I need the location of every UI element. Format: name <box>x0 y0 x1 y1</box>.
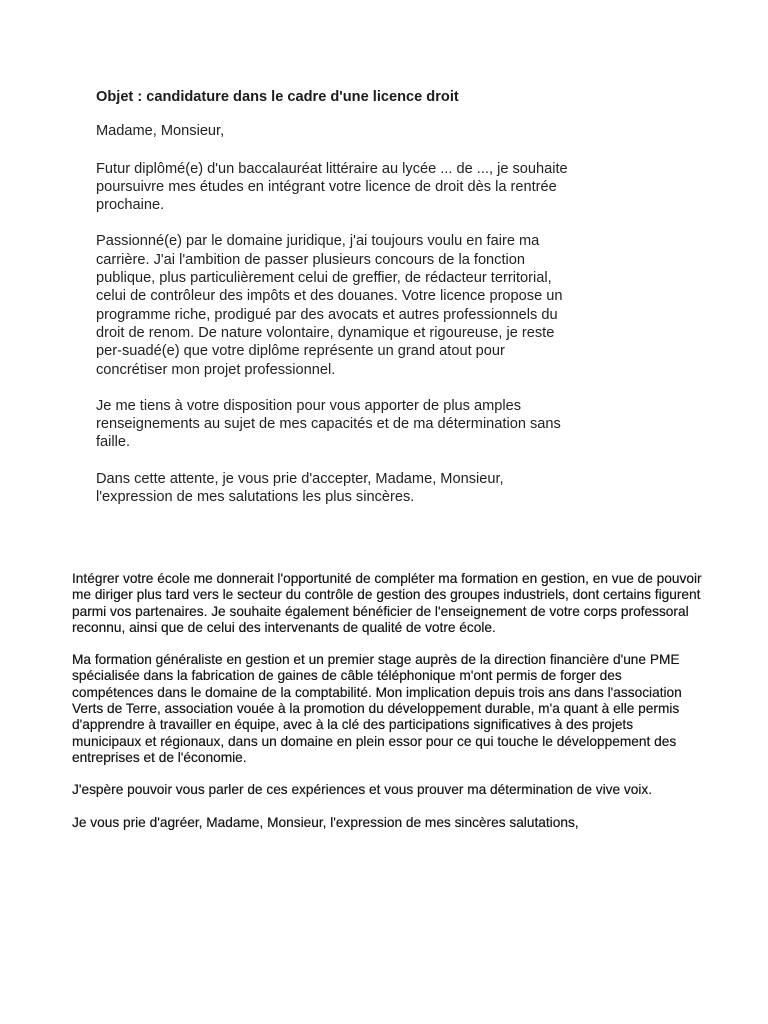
first-cover-letter <box>96 88 576 524</box>
letter2-paragraph-goal: Intégrer votre école me donnerait l'opportunité de compléter ma formation en gestion, en vue de pouvoir me diriger plus tard vers le secteur du contrôle de gestion des groupes industriels, dont certains figurent parmi vos partenaires. Je souhaite également bénéficier de l'enseignement de votre corps professoral reconnu, ainsi que de celui des intervenants de qualité de votre école. <box>72 571 702 635</box>
letter-subject: Objet : candidature dans le cadre d'une licence droit <box>96 89 459 105</box>
letter-paragraph-availability: Je me tiens à votre disposition pour vous apporter de plus amples renseignements au sujet de mes capacités et de ma détermination sans faille. <box>96 397 561 451</box>
letter-salutation: Madame, Monsieur, <box>96 123 225 140</box>
letter-paragraph-closing: Dans cette attente, je vous prie d'accepter, Madame, Monsieur, l'expression de mes salutations les plus sincères. <box>96 470 504 506</box>
letter-paragraph-intro: Futur diplômé(e) d'un baccalauréat littéraire au lycée ... de ..., je souhaite poursuivre mes études en intégrant votre licence de droit dès la rentrée prochaine. <box>96 160 568 214</box>
letter2-closing: Je vous prie d'agréer, Madame, Monsieur, l'expression de mes sincères salutations, <box>72 814 579 830</box>
letter2-paragraph-experience: Ma formation généraliste en gestion et un premier stage auprès de la direction financière d'une PME spécialisée dans la fabrication de gaines de câble téléphonique m'ont permis de forger des compétences dans le domaine de la comptabilité. Mon implication depuis trois ans dans l'association Verts de Terre, association vouée à la promotion du développement durable, m'a quant à elle permis d'apprendre à travailler en équipe, avec à la clé des participations significatives à des projets municipaux et régionaux, dans un domaine en plein essor pour ce qui touche le développement des entreprises et de l'économie. <box>72 652 682 765</box>
second-cover-letter <box>72 571 704 831</box>
letter-paragraph-motivation: Passionné(e) par le domaine juridique, j'ai toujours voulu en faire ma carrière. J'ai l'ambition de passer plusieurs concours de la fonction publique, plus particulièrement celui de greffier, de rédacteur territorial, celui de contrôleur des impôts et des douanes. Votre licence propose un programme riche, prodigué par des avocats et autres professionnels du droit de renom. De nature volontaire, dynamique et rigoureuse, je reste per-suadé(e) que votre diplôme représente un grand atout pour concrétiser mon projet professionnel. <box>96 233 563 378</box>
letter2-paragraph-interview: J'espère pouvoir vous parler de ces expériences et vous prouver ma détermination de vive voix. <box>72 782 653 798</box>
